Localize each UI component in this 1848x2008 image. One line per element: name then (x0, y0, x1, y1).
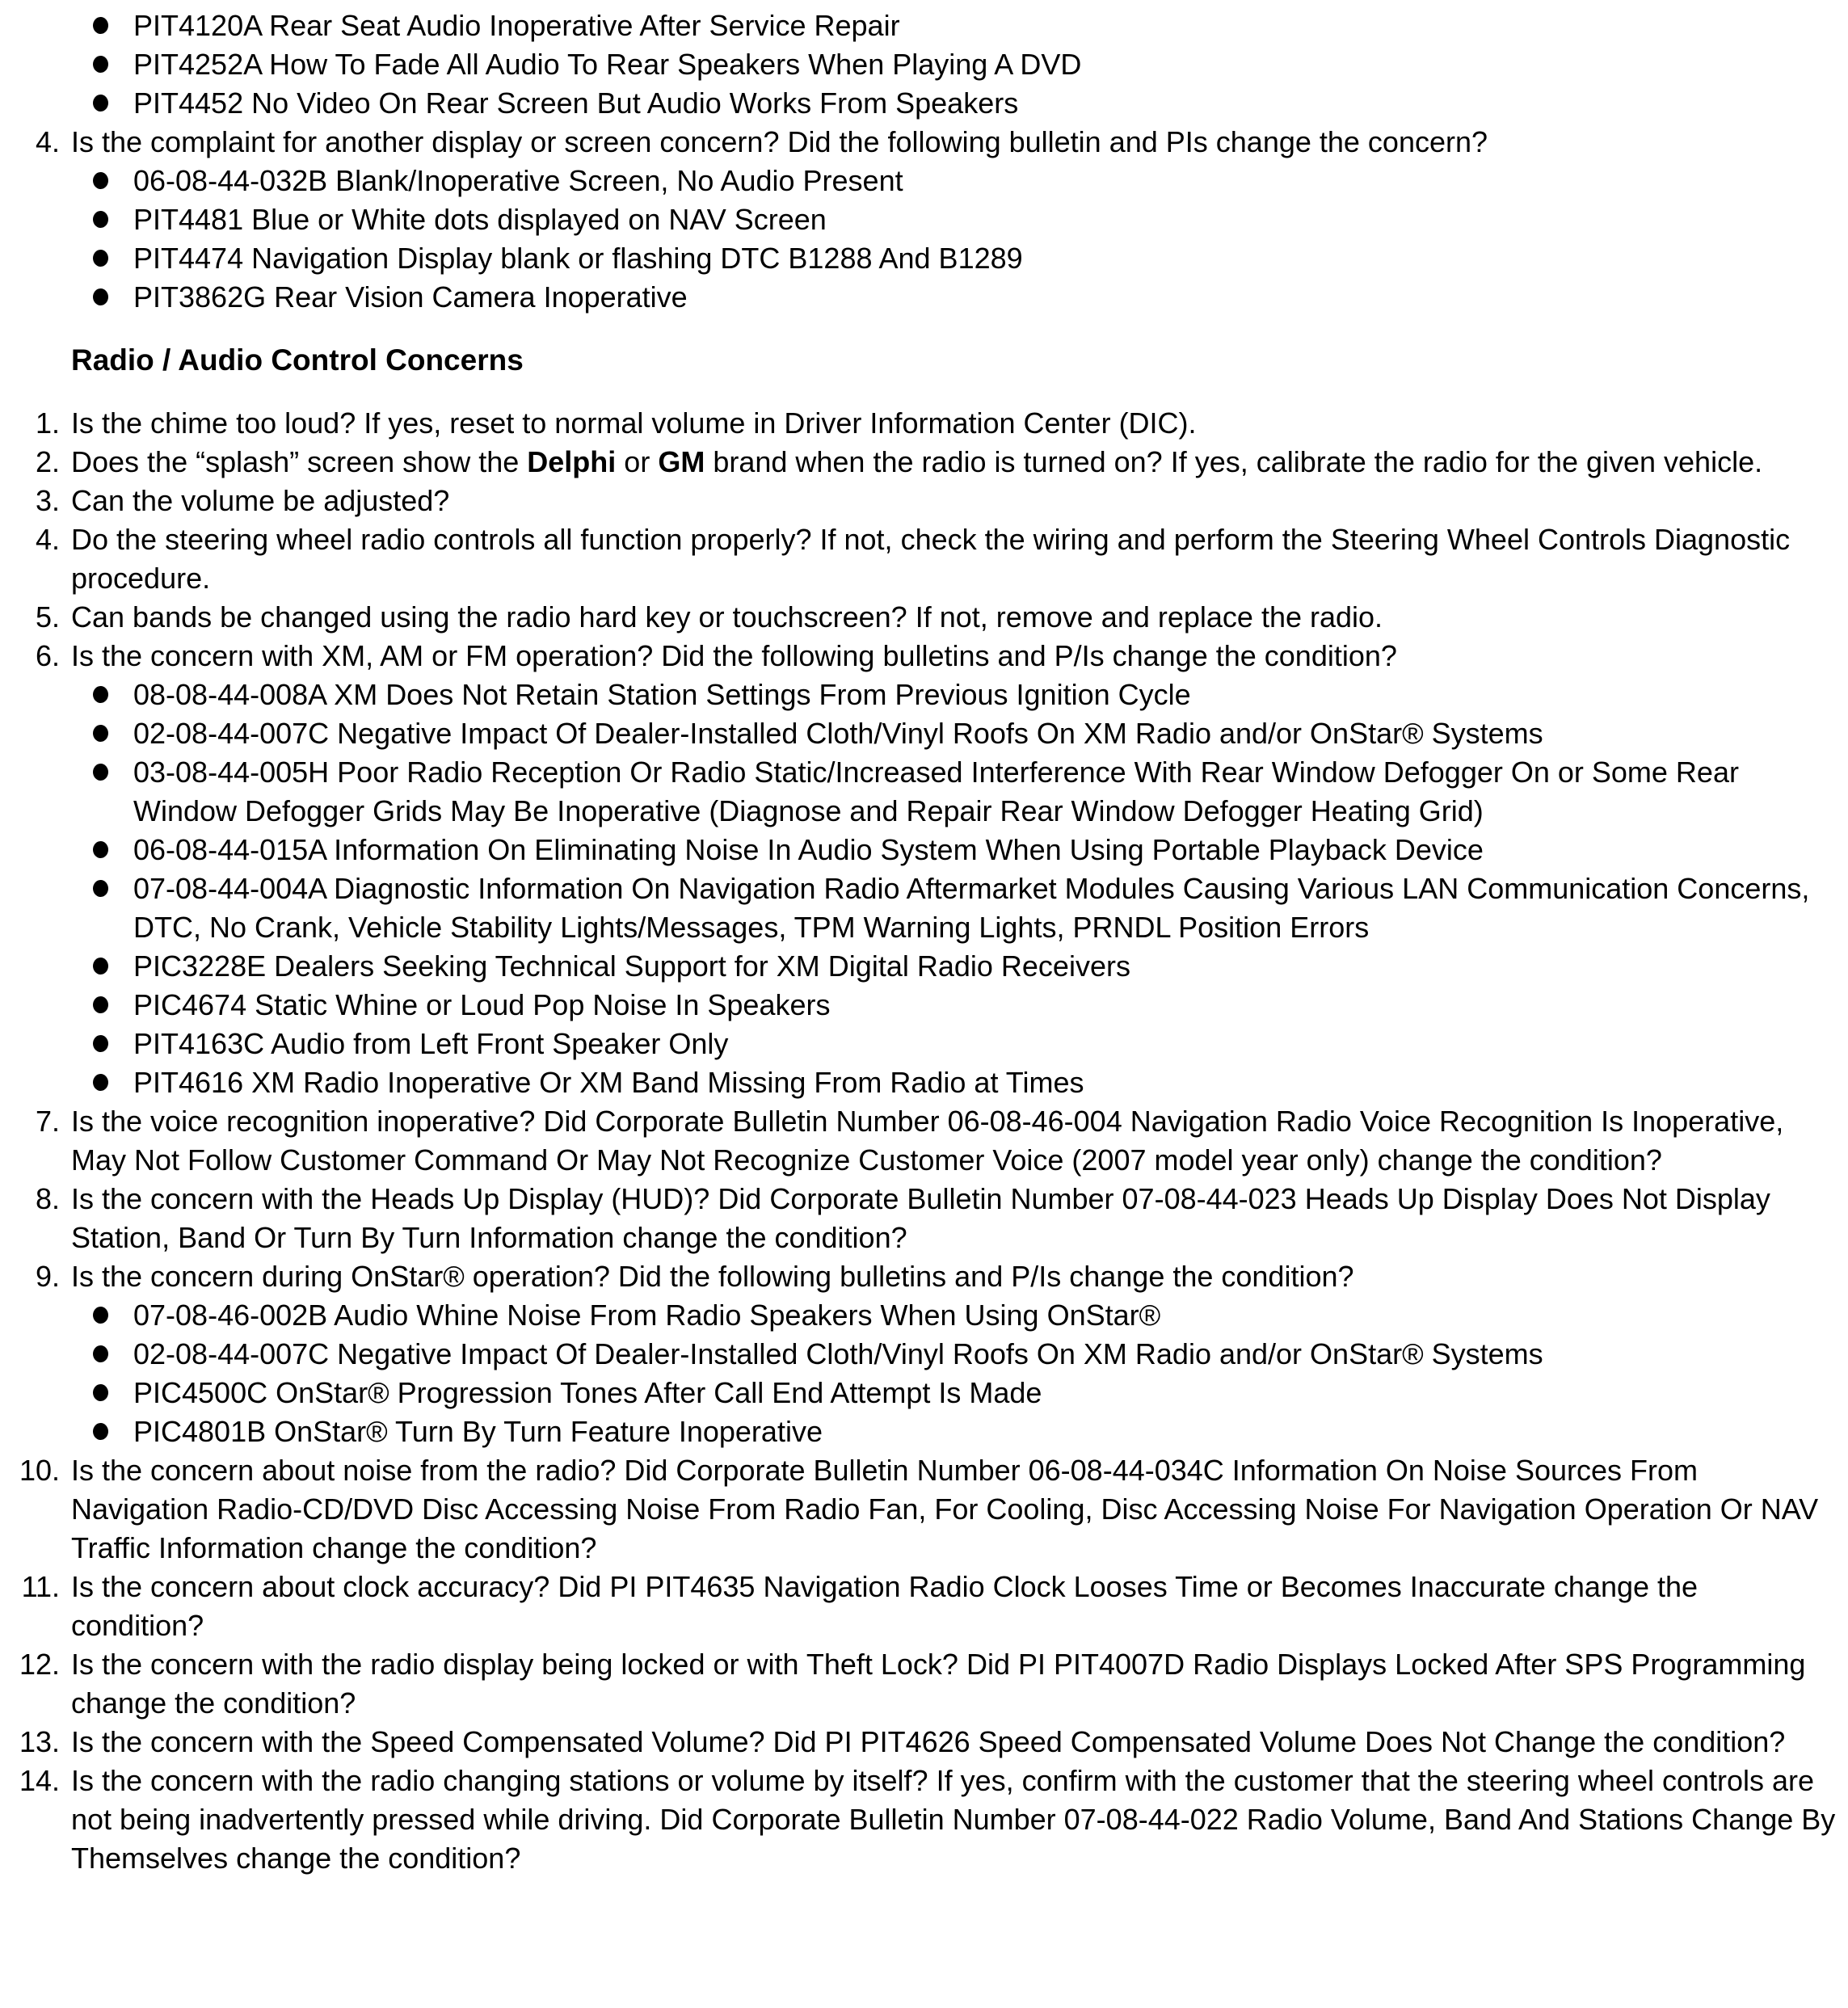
item-number: 4. (35, 523, 60, 556)
bullet-text: 06-08-44-032B Blank/Inoperative Screen, No Audio Present (133, 164, 903, 197)
item-number: 8. (35, 1182, 60, 1215)
numbered-item (0, 1180, 1837, 1257)
numbered-item (0, 1568, 1837, 1645)
bullet-item (93, 676, 1837, 714)
item-text-segment: Does the “splash” screen show the (71, 445, 528, 478)
bullet-icon (93, 986, 133, 1025)
bullet-icon (93, 676, 133, 714)
bullet-text: PIC3228E Dealers Seeking Technical Support for XM Digital Radio Receivers (133, 949, 1130, 983)
numbered-item (0, 637, 1837, 676)
item-text: Is the concern about noise from the radio? Did Corporate Bulletin Number 06-08-44-034C Information On Noise Sources From Navigation Radio-CD/DVD Disc Accessing Noise From Radio Fan, For Cooling, Disc Accessing Noise For Navigation Operation Or NAV Traffic Information change the condition? (71, 1454, 1819, 1564)
bullet-text: 08-08-44-008A XM Does Not Retain Station Settings From Previous Ignition Cycle (133, 678, 1191, 711)
bullet-item (93, 831, 1837, 869)
bullet-item (93, 1063, 1837, 1102)
item-text-bold: Delphi (527, 445, 617, 478)
item-number: 4. (35, 125, 60, 158)
item-number: 2. (35, 445, 60, 478)
numbered-item (0, 1762, 1837, 1878)
numbered-item (0, 520, 1837, 598)
bullet-text: 07-08-46-002B Audio Whine Noise From Radio Speakers When Using OnStar® (133, 1299, 1161, 1332)
bullet-item (93, 84, 1837, 123)
bullet-item (93, 869, 1837, 947)
item-text (71, 443, 1837, 482)
bullet-item (93, 45, 1837, 84)
bullet-text: PIC4674 Static Whine or Loud Pop Noise In Speakers (133, 988, 831, 1021)
item-number: 3. (35, 484, 60, 517)
bullet-item (93, 162, 1837, 200)
bullet-item (93, 6, 1837, 45)
item-number: 11. (21, 1570, 60, 1603)
bullet-item (93, 1374, 1837, 1412)
bullet-list (0, 162, 1837, 317)
bullet-text: PIT4452 No Video On Rear Screen But Audio Works From Speakers (133, 86, 1019, 120)
section-heading: Radio / Audio Control Concerns (71, 343, 524, 377)
bullet-item (93, 947, 1837, 986)
bullet-item (93, 278, 1837, 317)
bullet-text: PIT3862G Rear Vision Camera Inoperative (133, 280, 688, 314)
item-text: Is the concern with the Speed Compensated Volume? Did PI PIT4626 Speed Compensated Volume Does Not Change the condition? (71, 1725, 1786, 1758)
numbered-item (0, 598, 1837, 637)
bullet-item (93, 1025, 1837, 1063)
bullet-text: 02-08-44-007C Negative Impact Of Dealer-Installed Cloth/Vinyl Roofs On XM Radio and/or OnStar® Systems (133, 1337, 1543, 1370)
bullet-icon (93, 1374, 133, 1412)
bullet-icon (93, 6, 133, 45)
bullet-text: PIC4500C OnStar® Progression Tones After Call End Attempt Is Made (133, 1376, 1042, 1409)
item-text: Can bands be changed using the radio hard key or touchscreen? If not, remove and replace the radio. (71, 600, 1383, 634)
item-number: 6. (35, 639, 60, 672)
bullet-item (93, 1296, 1837, 1335)
item-text-segment: brand when the radio is turned on? If yes, calibrate the radio for the given vehicle. (705, 445, 1763, 478)
bullet-item (93, 1335, 1837, 1374)
item-text: Do the steering wheel radio controls all function properly? If not, check the wiring and perform the Steering Wheel Controls Diagnostic procedure. (71, 523, 1791, 595)
item-number: 12. (19, 1648, 60, 1681)
bullet-item (93, 1412, 1837, 1451)
bullet-icon (93, 1412, 133, 1451)
item-text: Is the concern about clock accuracy? Did PI PIT4635 Navigation Radio Clock Looses Time or Becomes Inaccurate change the condition? (71, 1570, 1699, 1642)
item-text: Is the concern with the radio changing stations or volume by itself? If yes, confirm with the customer that the steering wheel controls are not being inadvertently pressed while driving. Did Corporate Bulletin Number 07-08-44-022 Radio Volume, Band And Stations Change By Themselves change the condition? (71, 1764, 1836, 1875)
item-number: 13. (19, 1725, 60, 1758)
item-text: Is the concern with the Heads Up Display (HUD)? Did Corporate Bulletin Number 07-08-44-023 Heads Up Display Does Not Display Station, Band Or Turn By Turn Information change the condition? (71, 1182, 1770, 1254)
numbered-item (0, 443, 1837, 482)
bullet-icon (93, 831, 133, 869)
bullet-icon (93, 200, 133, 239)
numbered-item (0, 404, 1837, 443)
item-number: 7. (35, 1105, 60, 1138)
bullet-icon (93, 753, 133, 831)
numbered-item (0, 1257, 1837, 1296)
bullet-icon (93, 45, 133, 84)
item-text-bold: GM (658, 445, 705, 478)
bullet-icon (93, 1063, 133, 1102)
item-text: Is the concern with XM, AM or FM operation? Did the following bulletins and P/Is change the condition? (71, 639, 1397, 672)
item-text: Is the complaint for another display or screen concern? Did the following bulletin and PIs change the concern? (71, 125, 1488, 158)
bullet-item (93, 986, 1837, 1025)
item-text: Can the volume be adjusted? (71, 484, 450, 517)
item-text: Is the concern during OnStar® operation? Did the following bulletins and P/Is change the condition? (71, 1260, 1354, 1293)
bullet-text: 02-08-44-007C Negative Impact Of Dealer-Installed Cloth/Vinyl Roofs On XM Radio and/or OnStar® Systems (133, 717, 1543, 750)
intro-bullet-list (0, 6, 1837, 123)
bullet-text: 03-08-44-005H Poor Radio Reception Or Radio Static/Increased Interference With Rear Window Defogger On or Some Rear Window Defogger Grids May Be Inoperative (Diagnose and Repair Rear Window Defogger Heating Grid) (133, 756, 1739, 827)
bullet-text: PIT4481 Blue or White dots displayed on NAV Screen (133, 203, 827, 236)
bullet-item (93, 753, 1837, 831)
bullet-icon (93, 84, 133, 123)
item-text-segment: or (616, 445, 659, 478)
item-number: 1. (35, 406, 60, 440)
item-number: 5. (35, 600, 60, 634)
bullet-icon (93, 869, 133, 947)
bullet-text: PIT4120A Rear Seat Audio Inoperative After Service Repair (133, 9, 900, 42)
numbered-item (0, 1451, 1837, 1568)
bullet-item (93, 239, 1837, 278)
bullet-item (93, 714, 1837, 753)
numbered-item (0, 1723, 1837, 1762)
bullet-icon (93, 714, 133, 753)
item-text: Is the chime too loud? If yes, reset to normal volume in Driver Information Center (DIC). (71, 406, 1197, 440)
bullet-text: 06-08-44-015A Information On Eliminating Noise In Audio System When Using Portable Playback Device (133, 833, 1484, 866)
bullet-icon (93, 162, 133, 200)
bullet-icon (93, 1335, 133, 1374)
bullet-text: PIC4801B OnStar® Turn By Turn Feature Inoperative (133, 1415, 823, 1448)
item-number: 14. (19, 1764, 60, 1797)
item-text: Is the voice recognition inoperative? Did Corporate Bulletin Number 06-08-46-004 Navigation Radio Voice Recognition Is Inoperative, May Not Follow Customer Command Or May Not Recognize Customer Voice (2007 model year only) change the condition? (71, 1105, 1784, 1177)
bullet-list (0, 676, 1837, 1102)
bullet-icon (93, 1025, 133, 1063)
bullet-icon (93, 239, 133, 278)
bullet-list (0, 1296, 1837, 1451)
bullet-text: PIT4163C Audio from Left Front Speaker Only (133, 1027, 729, 1060)
item-number: 10. (19, 1454, 60, 1487)
bullet-text: PIT4252A How To Fade All Audio To Rear Speakers When Playing A DVD (133, 48, 1082, 81)
numbered-item (0, 482, 1837, 520)
item-text: Is the concern with the radio display being locked or with Theft Lock? Did PI PIT4007D Radio Displays Locked After SPS Programming change the condition? (71, 1648, 1806, 1720)
numbered-item (0, 123, 1837, 162)
bullet-text: 07-08-44-004A Diagnostic Information On Navigation Radio Aftermarket Modules Causing Various LAN Communication Concerns, DTC, No Crank, Vehicle Stability Lights/Messages, TPM Warning Lights, PRNDL Position Errors (133, 872, 1810, 944)
numbered-item (0, 1645, 1837, 1723)
bullet-text: PIT4474 Navigation Display blank or flashing DTC B1288 And B1289 (133, 242, 1023, 275)
bullet-icon (93, 947, 133, 986)
item-number: 9. (35, 1260, 60, 1293)
bullet-item (93, 200, 1837, 239)
bullet-icon (93, 1296, 133, 1335)
bullet-icon (93, 278, 133, 317)
numbered-item (0, 1102, 1837, 1180)
bullet-text: PIT4616 XM Radio Inoperative Or XM Band Missing From Radio at Times (133, 1066, 1084, 1099)
